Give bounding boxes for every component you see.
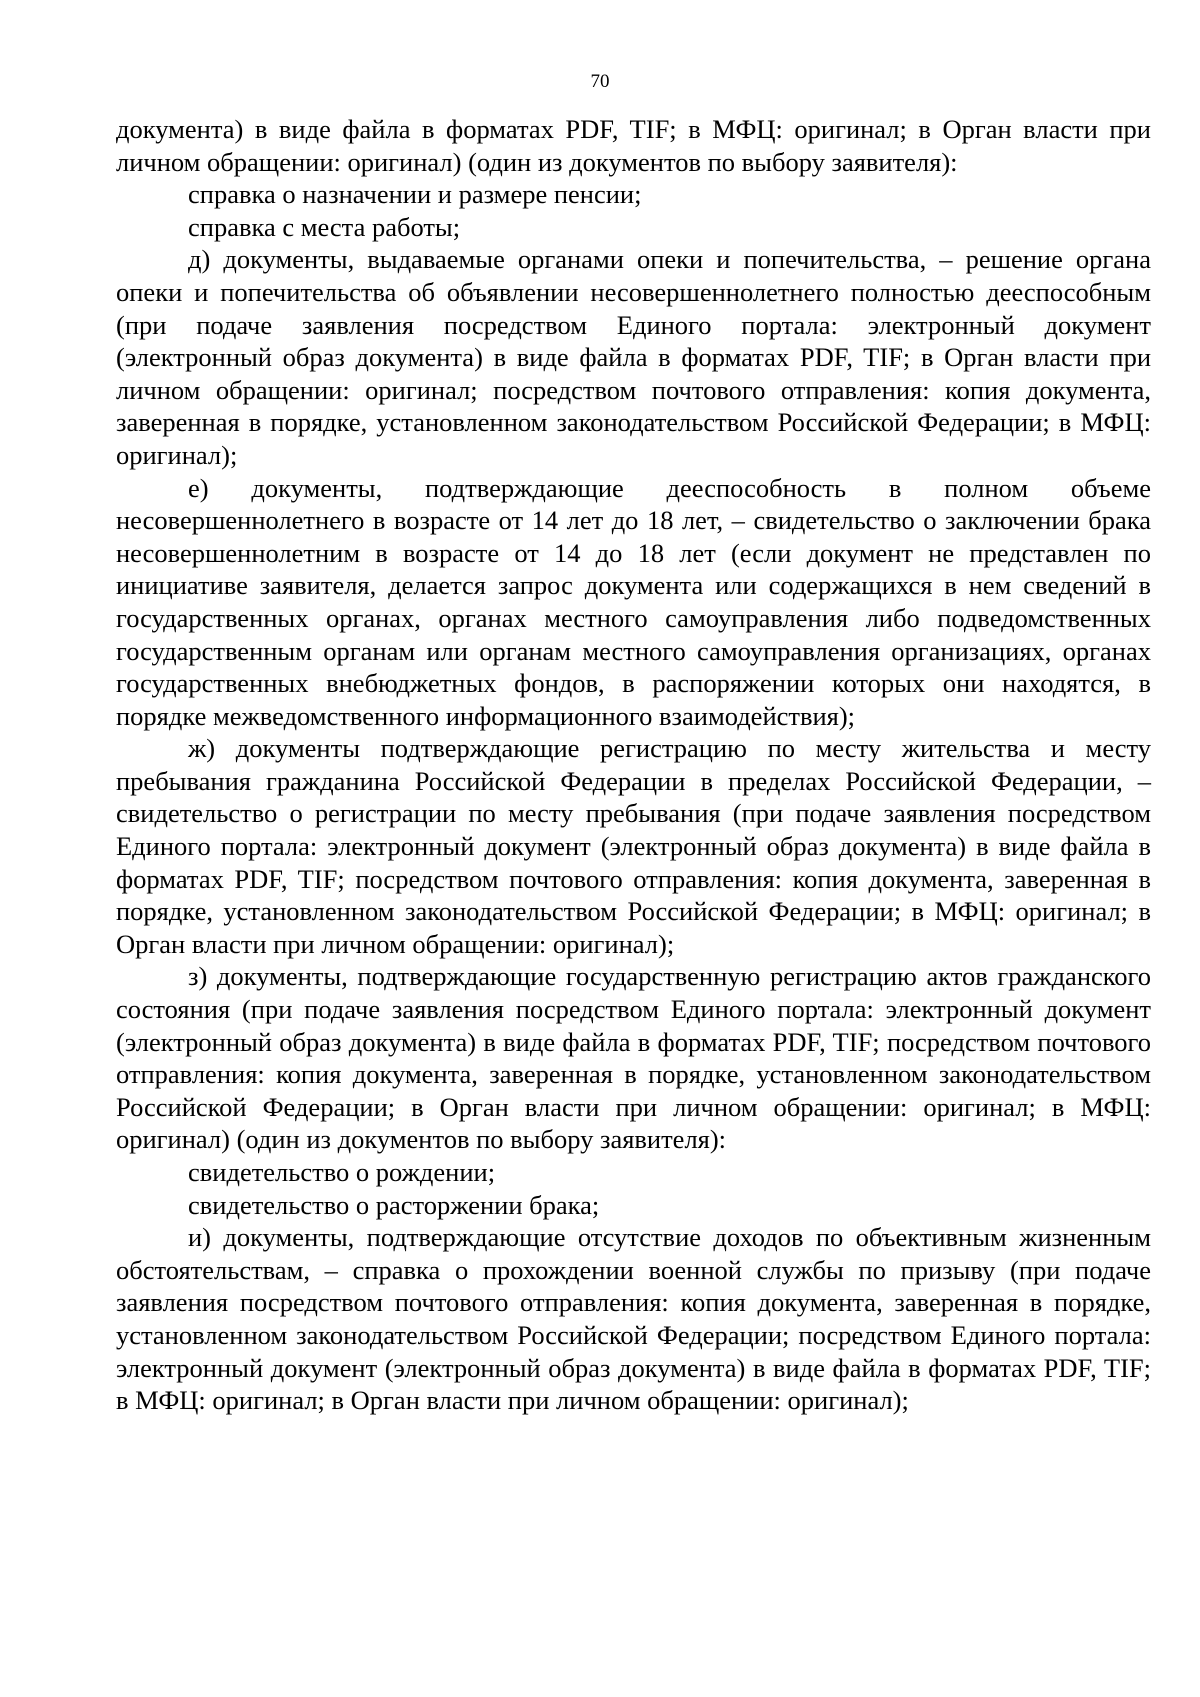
paragraph-item-e: е) документы, подтверждающие дееспособность в полном объеме несовершеннолетнего в возрасте от 14 лет до 18 лет, – свидетельство о заключении брака несовершеннолетним в возрасте от 14 до 18 лет (если документ не представлен по инициативе заявителя, делается запрос документа или содержащихся в нем сведений в государственных органах, органах местного самоуправления либо подведомственных государственным органам или органам местного самоуправления организациях, органах государственных внебюджетных фондов, в распоряжении которых они находятся, в порядке межведомственного информационного взаимодействия);	[116, 472, 1151, 731]
paragraph-item-z: з) документы, подтверждающие государственную регистрацию актов гражданского состояния (при подаче заявления посредством Единого портала: электронный документ (электронный образ документа) в виде файла в форматах PDF, TIF; посредством почтового отправления: копия документа, заверенная в порядке, установленном законодательством Российской Федерации; в Орган власти при личном обращении: оригинал; в МФЦ: оригинал) (один из документов по выбору заявителя):	[116, 961, 1151, 1155]
paragraph-birth-certificate: свидетельство о рождении;	[188, 1157, 496, 1187]
paragraph-item-d: д) документы, выдаваемые органами опеки и попечительства, – решение органа опеки и попечительства об объявлении несовершеннолетнего полностью дееспособным (при подаче заявления посредством Единого портала: электронный документ (электронный образ документа) в виде файла в форматах PDF, TIF; в Орган власти при личном обращении: оригинал; посредством почтового отправления: копия документа, заверенная в порядке, установленном законодательством Российской Федерации; в МФЦ: оригинал);	[116, 244, 1151, 470]
paragraph-item-zh: ж) документы подтверждающие регистрацию по месту жительства и месту пребывания гражданина Российской Федерации в пределах Российской Федерации, – свидетельство о регистрации по месту пребывания (при подаче заявления посредством Единого портала: электронный документ (электронный образ документа) в виде файла в форматах PDF, TIF; посредством почтового отправления: копия документа, заверенная в порядке, установленном законодательством Российской Федерации; в МФЦ: оригинал; в Орган власти при личном обращении: оригинал);	[116, 733, 1151, 959]
paragraph-item-i: и) документы, подтверждающие отсутствие доходов по объективным жизненным обстоятельствам, – справка о прохождении военной службы по призыву (при подаче заявления посредством почтового отправления: копия документа, заверенная в порядке, установленном законодательством Российской Федерации; посредством Единого портала: электронный документ (электронный образ документа) в виде файла в форматах PDF, TIF; в МФЦ: оригинал; в Орган власти при личном обращении: оригинал);	[116, 1222, 1151, 1416]
page-number: 70	[590, 71, 610, 92]
paragraph-pension-certificate: справка о назначении и размере пенсии;	[188, 179, 642, 210]
paragraph-continuation: документа) в виде файла в форматах PDF, TIF; в МФЦ: оригинал; в Орган власти при личном обращении: оригинал) (один из документов по выбору заявителя):	[116, 114, 1151, 177]
document-body	[116, 113, 1151, 1417]
paragraph-work-certificate: справка с места работы;	[188, 211, 461, 242]
paragraph-divorce-certificate: свидетельство о расторжении брака;	[188, 1189, 600, 1220]
